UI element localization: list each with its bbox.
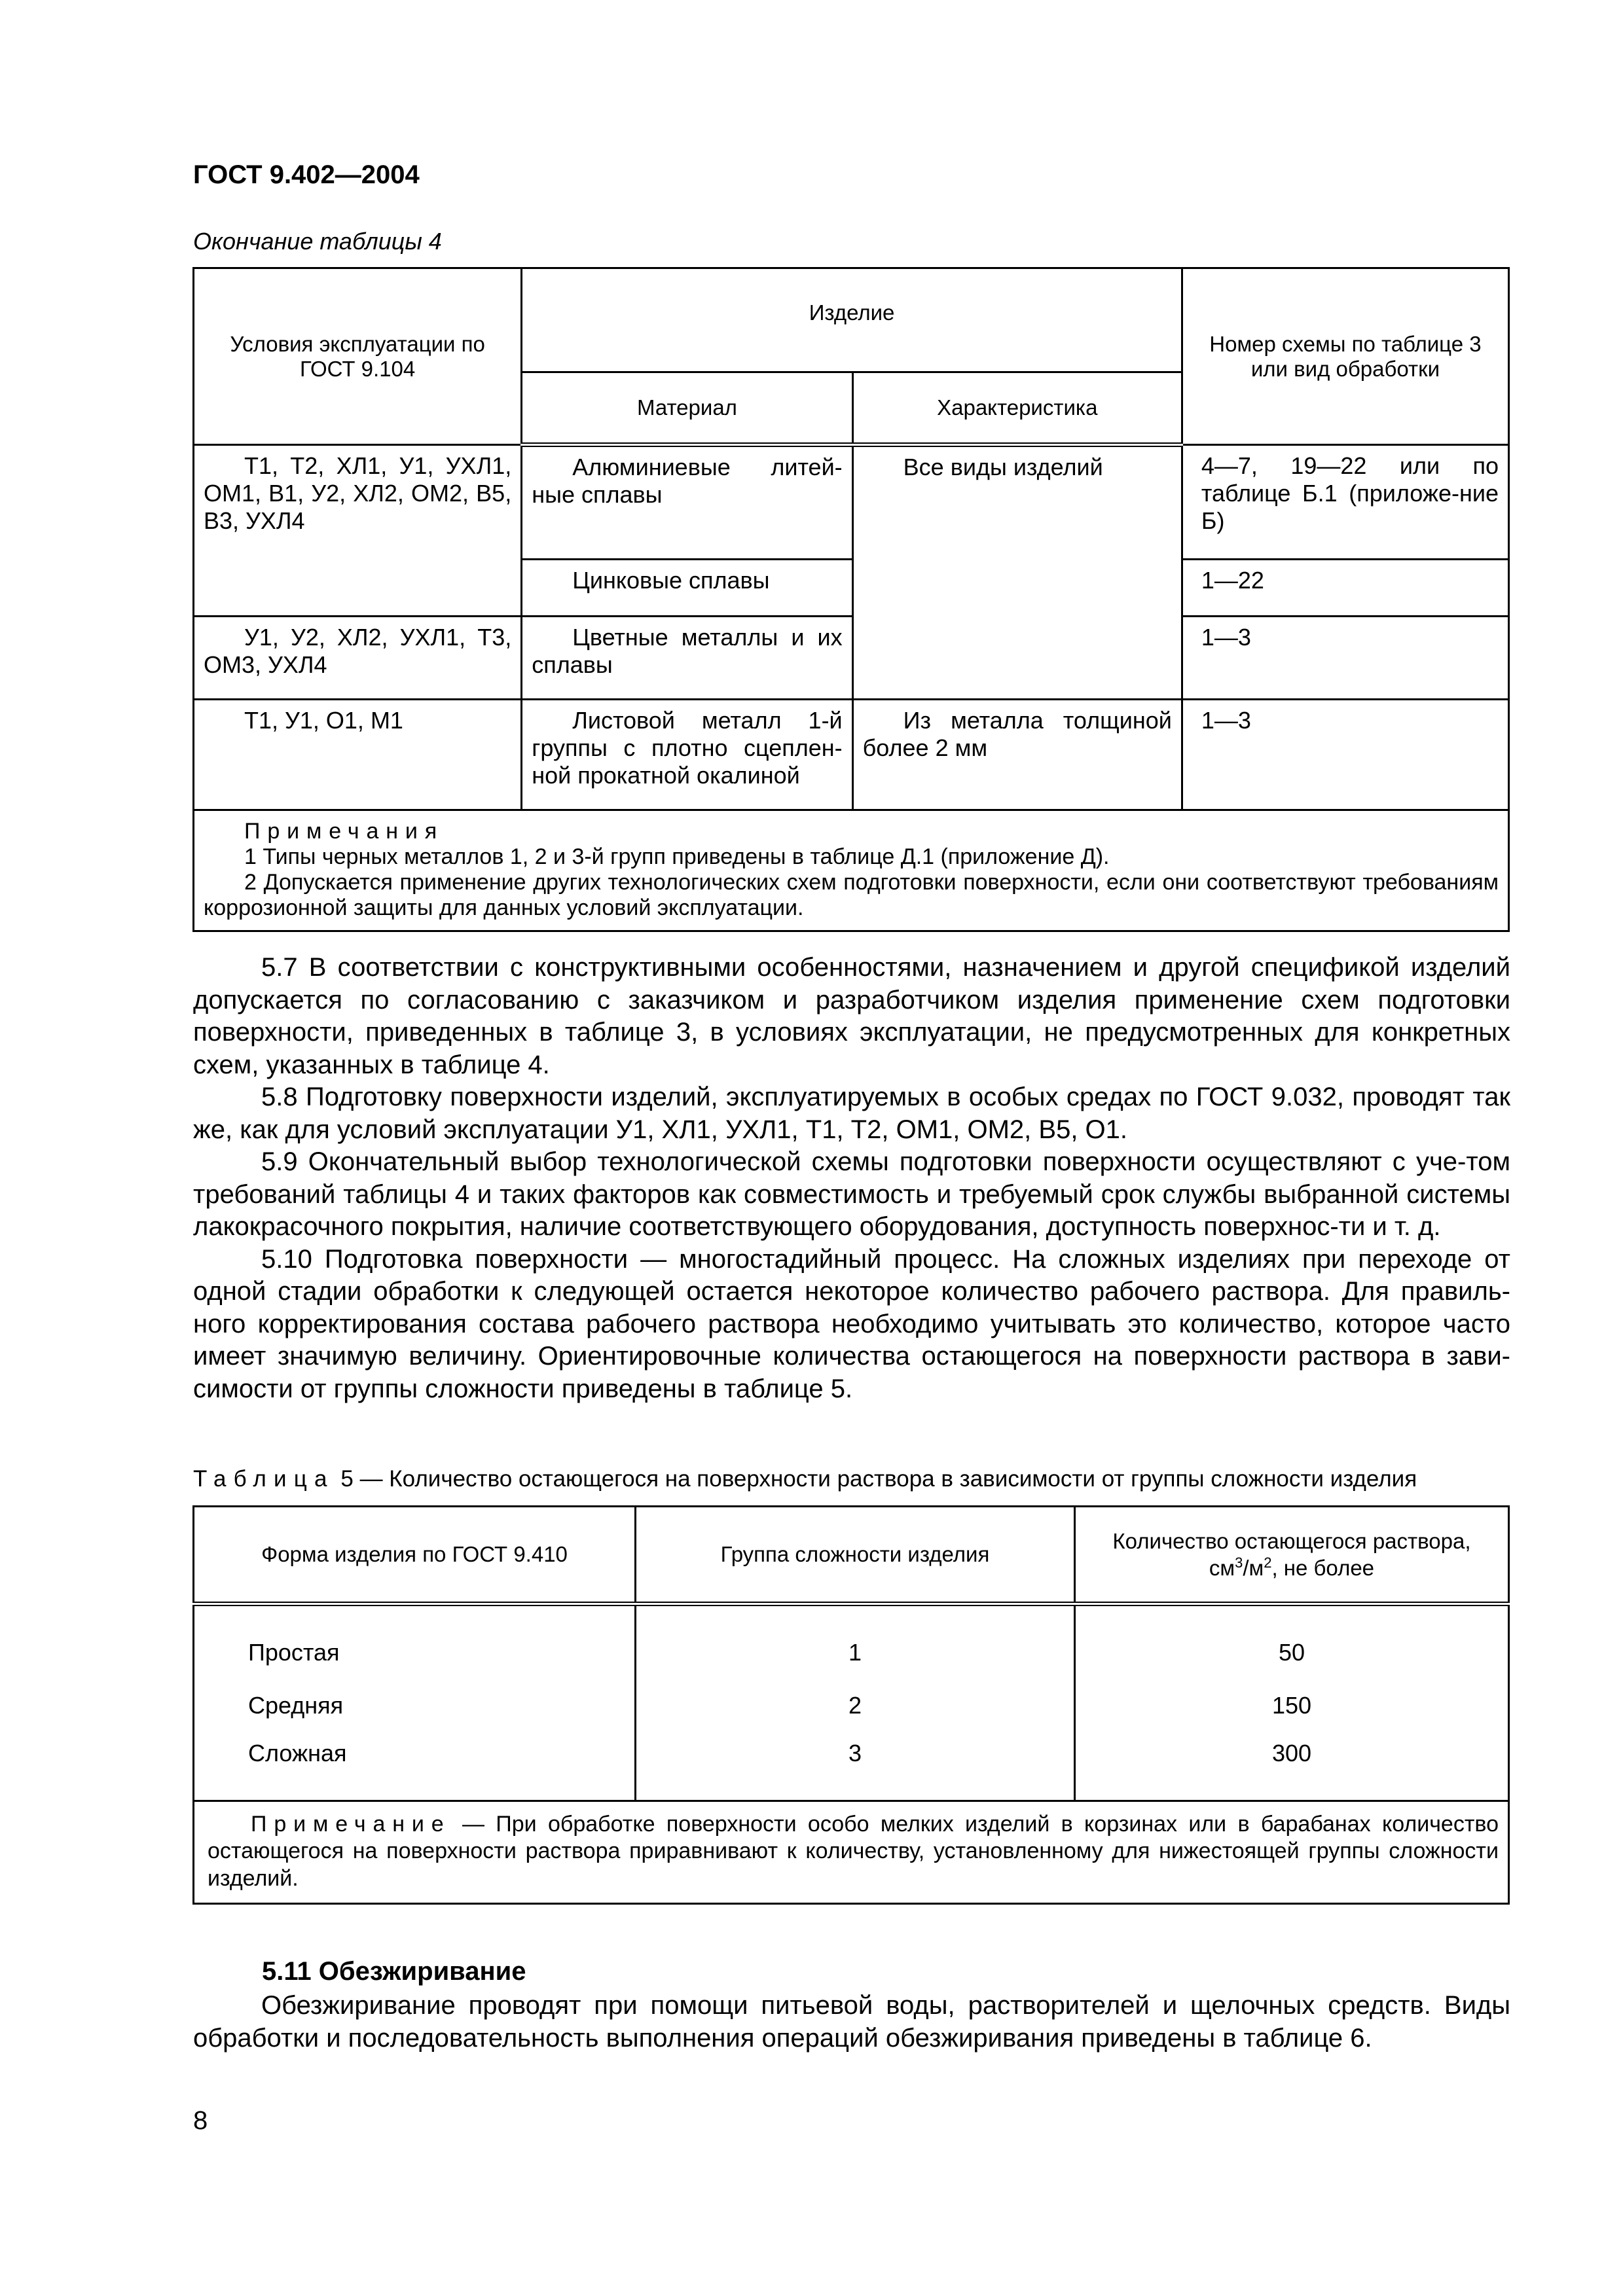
cell-material: Цветные металлы и их сплавы (522, 617, 852, 700)
cell-characteristic: Все виды изделий (852, 445, 1182, 700)
paragraph-5-7: 5.7 В соответствии с конструктивными особенностями, назначением и другой спецификой изделий допускается по согласованию с заказчиком и разработчиком изделия применение схем подготовки поверхности, приведенных в таблице 3, в условиях эксплуатации, не предусмотренных для конкретных схем, указанных в таблице 4. (193, 953, 1510, 1079)
unit-tail: , не более (1271, 1555, 1375, 1580)
cell-material: Цинковые сплавы (522, 560, 852, 617)
cell-scheme: 1—3 (1182, 700, 1508, 810)
cell-group: 3 (636, 1736, 1075, 1801)
unit-sup: 3 (1235, 1554, 1243, 1571)
table-4-notes (194, 810, 1509, 931)
header-characteristic: Характеристика (852, 372, 1182, 445)
cell-conditions: Т1, У1, О1, М1 (194, 700, 522, 810)
cell-group: 1 (636, 1604, 1075, 1676)
cell-material: Алюминиевые литей-ные сплавы (522, 445, 852, 560)
note-item: 1 Типы черных металлов 1, 2 и 3-й групп приведены в таблице Д.1 (приложение Д). (244, 844, 1110, 870)
unit-cm: см (1209, 1555, 1235, 1580)
unit-m: /м (1243, 1555, 1264, 1580)
cell-conditions: У1, У2, ХЛ2, УХЛ1, Т3, ОМ3, УХЛ4 (194, 617, 522, 700)
table-5-caption-text: 5 — Количество остающегося на поверхности раствора в зависимости от группы сложности изделия (340, 1466, 1417, 1492)
header-scheme: Номер схемы по таблице 3 или вид обработки (1182, 268, 1508, 445)
table-row (194, 1676, 1509, 1736)
cell-form: Сложная (194, 1736, 636, 1801)
note-label: Примечание (251, 1812, 451, 1837)
cell-scheme: 4—7, 19—22 или по таблице Б.1 (приложе-ние Б) (1182, 445, 1508, 560)
section-5-11-text: Обезжиривание проводят при помощи питьевой воды, растворителей и щелочных средств. Виды обработки и последовательность выполнения операций обезжиривания приведены в таблице 6. (193, 1991, 1510, 2053)
paragraphs-5-7-to-5-10 (193, 952, 1510, 1405)
note-item: 2 Допускается применение других технологических схем подготовки поверхности, если они соответствуют требованиям коррозионной защиты для данных условий эксплуатации. (204, 870, 1499, 921)
cell-scheme: 1—22 (1182, 560, 1508, 617)
cell-amount: 50 (1074, 1604, 1508, 1676)
page-number: 8 (193, 2106, 208, 2135)
header-conditions: Условия эксплуатации по ГОСТ 9.104 (194, 268, 522, 445)
table-row (194, 1604, 1509, 1676)
section-5-11-text-block (193, 1990, 1510, 2054)
cell-conditions: Т1, Т2, ХЛ1, У1, УХЛ1, ОМ1, В1, У2, ХЛ2, ОМ2, В5, В3, УХЛ4 (194, 445, 522, 617)
header-amount (1074, 1507, 1508, 1604)
paragraph-5-10: 5.10 Подготовка поверхности — многостадийный процесс. На сложных изделиях при переходе от одной стадии обработки к следующей остается некоторое количество рабочего раствора. Для правиль-ного корректирования состава рабочего раствора необходимо учитывать это количество, которое часто имеет значимую величину. Ориентировочные количества остающегося на поверхности раствора в зави-симости от группы сложности приведены в таблице 5. (193, 1244, 1510, 1403)
note-text: — При обработке поверхности особо мелких изделий в корзинах или в барабанах количество остающегося на поверхности раствора приравнивают к количеству, установленному для нижестоящей группы сложности изделий. (208, 1812, 1499, 1891)
paragraph-5-9: 5.9 Окончательный выбор технологической схемы подготовки поверхности осуществляют с уче-том требований таблицы 4 и таких факторов как совместимость и требуемый срок службы выбранной системы лакокрасочного покрытия, наличие соответствующего оборудования, доступность поверхнос-ти и т. д. (193, 1147, 1510, 1241)
unit-sup: 2 (1264, 1554, 1272, 1571)
paragraph-5-8: 5.8 Подготовку поверхности изделий, эксплуатируемых в особых средах по ГОСТ 9.032, проводят так же, как для условий эксплуатации У1, ХЛ1, УХЛ1, Т1, Т2, ОМ1, ОМ2, В5, О1. (193, 1083, 1510, 1144)
table-5-caption-label: Таблица (193, 1466, 335, 1492)
cell-material: Листовой металл 1-й группы с плотно сцеплен-ной прокатной окалиной (522, 700, 852, 810)
table-5 (192, 1505, 1510, 1905)
notes-title: Примечания (244, 819, 445, 844)
cell-group: 2 (636, 1676, 1075, 1736)
header-form: Форма изделия по ГОСТ 9.410 (194, 1507, 636, 1604)
document-code: ГОСТ 9.402—2004 (193, 160, 420, 189)
table-5-caption (193, 1466, 1516, 1492)
header-material: Материал (522, 372, 852, 445)
cell-scheme: 1—3 (1182, 617, 1508, 700)
header-product: Изделие (522, 268, 1182, 372)
cell-form: Средняя (194, 1676, 636, 1736)
table-row (194, 1736, 1509, 1801)
table-4 (192, 267, 1510, 932)
header-group: Группа сложности изделия (636, 1507, 1075, 1604)
table-continuation-caption: Окончание таблицы 4 (193, 228, 442, 255)
cell-amount: 300 (1074, 1736, 1508, 1801)
header-amount-line1: Количество остающегося раствора, (1112, 1528, 1471, 1553)
table-5-note (194, 1801, 1509, 1904)
cell-form: Простая (194, 1604, 636, 1676)
section-title: 5.11 Обезжиривание (262, 1957, 526, 1986)
cell-characteristic: Из металла толщиной более 2 мм (852, 700, 1182, 810)
cell-amount: 150 (1074, 1676, 1508, 1736)
